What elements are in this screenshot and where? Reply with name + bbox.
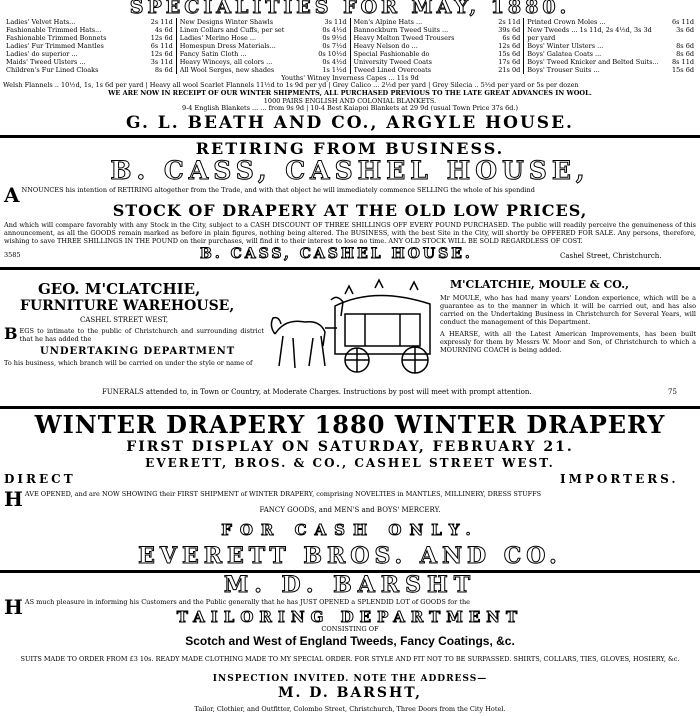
price-row — [180, 66, 347, 74]
barsht-ad — [0, 572, 700, 716]
price-row — [354, 18, 521, 26]
price-row — [354, 66, 521, 74]
price-value: 8s 6d — [676, 42, 694, 50]
price-item: University Tweed Coats — [353, 58, 432, 66]
moule-paragraph: Mr MOULE, who has had many years' London experience, which will be a guarantee as to the manner in which it will be carried out, and has also carried on the Undertaking Business in Christchurch for Several Years, will conduct the management of this Department. — [440, 294, 696, 326]
price-value: 6s 11d — [150, 42, 173, 50]
price-value: 0s 4½d — [322, 26, 347, 34]
price-value: 12s 6d — [150, 34, 173, 42]
everett-name: EVERETT BROS. AND CO. — [138, 543, 562, 569]
tweeds-line: Scotch and West of England Tweeds, Fancy Coatings, &c. — [185, 634, 515, 648]
price-value: 2s 11d — [498, 18, 521, 26]
price-item: Boys' Winter Ulsters ... — [527, 42, 604, 50]
barsht-body: HAS much pleasure in informing his Customers and the Public generally that he has JUST OPENED a SPLENDID LOT of GOODS for the — [4, 598, 470, 616]
direct-label: DIRECT — [4, 472, 76, 486]
cass-body: And which will compare favorably with any Stock in the City, subject to a CASH DISCOUNT OF THREE SHILLINGS OFF EVERY POUND PURCHASED. The public will readily perceive the genuineness of this announcement, as all the GOODS remain marked as before in plain figures, nothing being altered. The BUSINESS, with the best Site in the City, will shortly be OFFERED FOR SALE. Any persons, therefore, wishing to save THREE SHILLINGS IN THE POUND on their purchases, will find it to their interest to lose no time. ANY OLD STOCK WILL BE SOLD REGARDLESS OF COST. — [4, 221, 696, 245]
price-row — [180, 58, 347, 66]
mclatchie-name: GEO. M'CLATCHIE, — [38, 280, 201, 298]
price-item: Boys' Tweed Knicker and Belted Suits... — [527, 58, 659, 66]
price-row — [180, 18, 347, 26]
price-value: 12s 6d — [498, 42, 521, 50]
price-item: Bannockburn Tweed Suits ... — [353, 26, 449, 34]
price-item: Special Fashionable do — [353, 50, 430, 58]
price-item: Homespun Dress Materials... — [179, 42, 276, 50]
price-value: 12s 6d — [150, 50, 173, 58]
consisting-of: CONSISTING OF — [321, 625, 379, 633]
price-column — [3, 18, 177, 74]
divider — [0, 135, 700, 138]
price-row — [354, 58, 521, 66]
price-value: 3s 11d — [324, 18, 347, 26]
tailoring-heading: TAILORING DEPARTMENT — [176, 608, 524, 626]
price-item: Fancy Satin Cloth ... — [179, 50, 247, 58]
cass-ad — [0, 139, 700, 264]
price-item: All Wool Serges, new shades — [179, 66, 275, 74]
specialities-ad — [0, 0, 700, 113]
price-item: Men's Alpine Hats ... — [353, 18, 423, 26]
price-item: Ladies' do superior ... — [6, 50, 78, 58]
price-value: 39s 6d — [498, 26, 521, 34]
price-row — [6, 42, 173, 50]
price-row — [354, 34, 521, 42]
cass-address: Cashel Street, Christchurch. — [560, 252, 662, 260]
suits-paragraph: SUITS MADE TO ORDER FROM £3 10s. READY MADE CLOTHING MADE TO MY SPECIAL ORDER. FOR STYLE AND FIT NOT TO BE SURPASSED. SHIRTS, COLLARS, TIES, GLOVES, HOSIERY, &c. — [20, 655, 680, 663]
barsht-name-2: M. D. BARSHT, — [277, 685, 423, 701]
warehouse-street: CASHEL STREET WEST, — [80, 316, 169, 324]
price-value: 4s 6d — [154, 26, 173, 34]
price-row — [180, 42, 347, 50]
price-value: 3s 6d — [676, 26, 694, 34]
divider — [0, 406, 700, 409]
price-column — [524, 18, 697, 74]
price-value: 1s 1½d — [322, 66, 347, 74]
price-row — [527, 26, 694, 34]
price-item: Fashionable Trimmed Bonnets — [6, 34, 107, 42]
everett-ad — [0, 410, 700, 575]
price-item: Boys' Trouser Suits ... — [527, 66, 600, 74]
price-value: 2s 11d — [150, 18, 173, 26]
specialities-title: SPECIALITIES FOR MAY, 1880. — [129, 0, 571, 18]
flannels-line: Welsh Flannels .. 10½d, 1s, 1s 6d per yard | Heavy all wool Scarlet Flannels 11½d to 1s 9d per yd | Grey Calico ... 2½d per yard | Grey Silecia .. 5½d per yard or 5s per dozen — [3, 82, 579, 89]
divider — [0, 267, 700, 270]
hearse-paragraph: A HEARSE, with all the Latest American Improvements, has been built expressly for them by Messrs W. Moor and Son, of Christchurch to which a MOURNING COACH is being added. — [440, 330, 696, 354]
price-value: 8s 6d — [154, 66, 173, 74]
price-item: Heavy Melton Tweed Trousers — [353, 34, 455, 42]
price-value: 0s 9½d — [322, 34, 347, 42]
price-columns — [3, 18, 697, 74]
begs-paragraph: BEGS to intimate to the public of Christchurch and surrounding district that he has added the — [4, 324, 264, 343]
price-item: New Tweeds ... 1s 11d, 2s 4½d, 3s 3d — [527, 26, 652, 34]
price-item: per yard — [527, 34, 556, 42]
price-value: 8s 11d — [672, 58, 694, 66]
blankets-line: 1000 PAIRS ENGLISH AND COLONIAL BLANKETS. — [263, 97, 437, 105]
price-row — [6, 58, 173, 66]
winter-drapery-headline: WINTER DRAPERY 1880 WINTER DRAPERY — [34, 410, 666, 439]
price-row — [180, 26, 347, 34]
price-value: 21s 0d — [498, 66, 521, 74]
everett-body: HAVE OPENED, and are NOW SHOWING their FIRST SHIPMENT of WINTER DRAPERY, comprising NOVELTIES in MANTLES, MILLINERY, DRESS STUFFS — [4, 490, 542, 508]
price-item: Boys' Galatea Coats ... — [527, 50, 602, 58]
retiring-heading: RETIRING FROM BUSINESS. — [195, 139, 505, 158]
mclatchie-number: 75 — [668, 388, 677, 396]
partners-heading: M'CLATCHIE, MOULE & CO., — [450, 278, 629, 291]
price-item: Heavy Nelson do ... — [353, 42, 418, 50]
everett-firm-line: EVERETT, BROS. & CO., CASHEL STREET WEST. — [145, 456, 555, 470]
price-item: Heavy Winceys, all colors ... — [179, 58, 273, 66]
blankets-detail: 9-4 English Blankets ... ... from 9s 9d | 10-4 Best Kaiapoi Blankets at 29 9d (usual Town Price 37s 6d.) — [181, 104, 519, 112]
hearse-illustration-icon — [265, 276, 440, 376]
price-item: Ladies' Fur Trimmed Mantles — [6, 42, 104, 50]
price-row — [354, 26, 521, 34]
price-column — [177, 18, 351, 74]
price-row — [527, 42, 694, 50]
price-value: 0s 10½d — [318, 50, 347, 58]
price-value: 6s 11d — [672, 18, 694, 26]
price-item: Ladies' Velvet Hats... — [6, 18, 76, 26]
price-value: 15s 6d — [498, 50, 521, 58]
price-item: New Designs Winter Shawls — [179, 18, 274, 26]
price-row — [6, 66, 173, 74]
price-row — [527, 66, 694, 74]
stock-heading: STOCK OF DRAPERY AT THE OLD LOW PRICES, — [112, 201, 588, 220]
cash-only: FOR CASH ONLY. — [221, 521, 479, 539]
price-value: 17s 6d — [498, 58, 521, 66]
price-value: 0s 7½d — [322, 42, 347, 50]
price-row — [354, 50, 521, 58]
cass-name: B. CASS, CASHEL HOUSE, — [110, 156, 590, 185]
inspection-line: INSPECTION INVITED. NOTE THE ADDRESS— — [212, 674, 488, 684]
price-value: 0s 4½d — [322, 58, 347, 66]
cass-footer: B. CASS, CASHEL HOUSE. — [200, 246, 473, 262]
price-column — [351, 18, 525, 74]
price-row — [527, 34, 694, 42]
youths-line: Youths' Witney Inverness Capes ... 11s 9d — [281, 74, 419, 82]
price-item: Fashionable Trimmed Hats... — [6, 26, 102, 34]
price-row — [6, 50, 173, 58]
barsht-name: M. D. BARSHT — [223, 572, 477, 598]
price-row — [180, 34, 347, 42]
price-item: Linen Collars and Cuffs, per set — [179, 26, 285, 34]
business-line: To his business, which branch will be carried on under the style or name of — [4, 359, 253, 367]
beath-firm-name: G. L. BEATH AND CO., ARGYLE HOUSE. — [126, 113, 574, 133]
price-item: Maids' Tweed Ulsters ... — [6, 58, 86, 66]
cass-number: 3585 — [4, 251, 21, 259]
price-row — [527, 58, 694, 66]
first-display-heading: FIRST DISPLAY ON SATURDAY, FEBRUARY 21. — [126, 439, 574, 455]
importers-label: IMPORTERS. — [560, 472, 679, 486]
price-row — [354, 42, 521, 50]
price-value: 15s 6d — [672, 66, 694, 74]
price-value: 8s 6d — [676, 50, 694, 58]
funerals-line: FUNERALS attended to, in Town or Country, at Moderate Charges. Instructions by post will meet with prompt attention. — [102, 388, 532, 396]
price-value: 6s 6d — [502, 34, 521, 42]
receipt-line: WE ARE NOW IN RECEIPT OF OUR WINTER SHIPMENTS, ALL PURCHASED PREVIOUS TO THE LATE GREAT ADVANCES IN WOOL. — [108, 89, 592, 97]
price-row — [527, 18, 694, 26]
warehouse-heading: FURNITURE WAREHOUSE, — [20, 298, 235, 314]
undertaking-heading: UNDERTAKING DEPARTMENT — [40, 346, 236, 357]
barsht-footer: Tailor, Clothier, and Outfitter, Colombo Street, Christchurch, Three Doors from the City Hotel. — [194, 705, 506, 713]
price-item: Ladies' Merino Hose ... — [179, 34, 257, 42]
cass-intro: ANNOUNCES his intention of RETIRING altogether from the Trade, and with that object he will immediately commence SELLING the whole of his spendind — [4, 183, 535, 207]
price-item: Printed Crown Moles ... — [527, 18, 606, 26]
price-row — [527, 50, 694, 58]
price-item: Tweed Lined Overcoats — [353, 66, 432, 74]
price-row — [6, 26, 173, 34]
price-item: Children's Fur Lined Cloaks — [6, 66, 99, 74]
everett-body-2: FANCY GOODS, and MEN'S and BOYS' MERCERY. — [259, 506, 441, 514]
mclatchie-ad — [0, 272, 700, 382]
price-value: 3s 11d — [150, 58, 173, 66]
price-row — [6, 18, 173, 26]
price-row — [180, 50, 347, 58]
price-row — [6, 34, 173, 42]
